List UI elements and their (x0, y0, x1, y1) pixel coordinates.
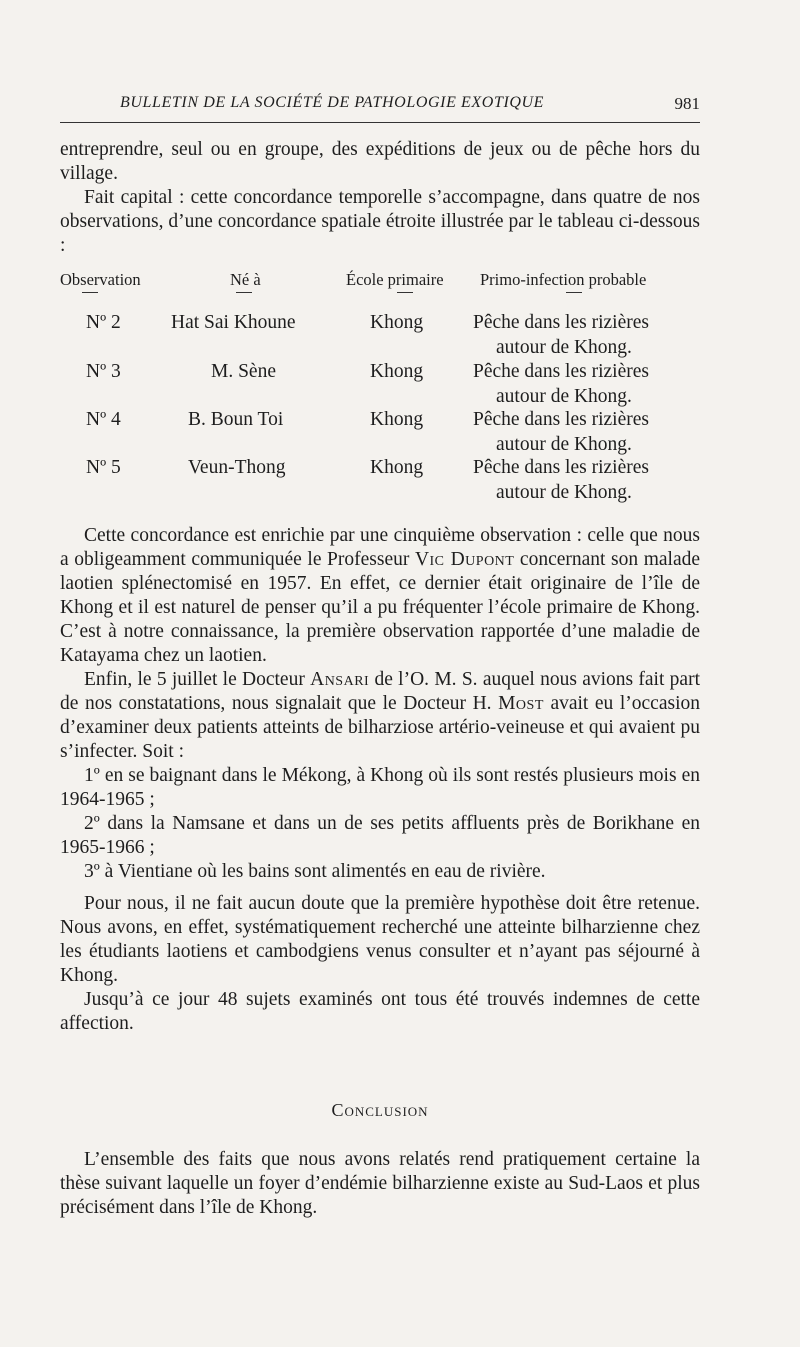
column-dash (566, 292, 582, 293)
column-dash (236, 292, 252, 293)
list-item: 2º dans la Namsane et dans un de ses petits affluents près de Borikhane en 1965-1966 ; (60, 813, 700, 858)
cell-born: Veun-Thong (188, 457, 286, 478)
cell-school: Khong (370, 312, 424, 333)
column-header-school: École primaire (346, 270, 444, 289)
cell-observation: Nº 2 (86, 312, 121, 333)
paragraph-ansari (60, 668, 700, 764)
cell-infection-cont: autour de Khong. (496, 386, 632, 407)
column-dash (82, 292, 98, 293)
author-name: Most (498, 693, 544, 714)
journal-title: BULLETIN DE LA SOCIÉTÉ DE PATHOLOGIE EXOTIQUE (120, 94, 545, 111)
cell-school: Khong (370, 409, 424, 430)
cell-born: Hat Sai Khoune (171, 312, 296, 333)
text-run: concernant son malade laotien splénectomisé en 1957. En effet, ce dernier était originaire de l’île de Khong et il est naturel de penser qu’il a pu fréquenter l’école primaire de Khong. C’est à notre connaissance, la première observation rapportée d’une maladie de Katayama chez un laotien. (60, 549, 700, 666)
cell-observation: Nº 3 (86, 361, 121, 382)
column-header-infection: Primo-infection probable (480, 270, 647, 289)
text-run: avait eu l’occasion d’examiner deux patients atteints de bilharziose artério-veineuse et qui avaient pu s’infecter. Soit : (60, 693, 700, 762)
text-run: de l’O. M. S. auquel nous avions fait part de nos constatations, nous signalait que le Docteur H. (60, 669, 700, 714)
author-name: Ansari (310, 669, 370, 690)
cell-observation: Nº 4 (86, 409, 121, 430)
cell-school: Khong (370, 457, 424, 478)
cell-infection: Pêche dans les rizières (473, 312, 649, 333)
cell-infection-cont: autour de Khong. (496, 434, 632, 455)
author-name: Vic Dupont (414, 549, 515, 570)
cell-born: B. Boun Toi (188, 409, 284, 430)
cell-infection-cont: autour de Khong. (496, 482, 632, 503)
cell-school: Khong (370, 361, 424, 382)
cell-infection: Pêche dans les rizières (473, 361, 649, 382)
list-item: 3º à Vientiane où les bains sont alimentés en eau de rivière. (84, 861, 546, 882)
column-header-born: Né à (230, 270, 261, 289)
conclusion-text (60, 1148, 700, 1220)
paragraph-48-subjects: Jusqu’à ce jour 48 sujets examinés ont tous été trouvés indemnes de cette affection. (60, 989, 700, 1034)
list-item: 1º en se baignant dans le Mékong, à Khong où ils sont restés plusieurs mois en 1964-1965 ; (60, 765, 700, 810)
column-dash (397, 292, 413, 293)
cell-infection: Pêche dans les rizières (473, 457, 649, 478)
column-header-observation: Observation (60, 270, 141, 289)
text-run: Cette concordance est enrichie par une cinquième observation : celle que nous a obligeamment communiquée le Professeur (60, 525, 700, 570)
cell-born: M. Sène (211, 361, 276, 382)
running-header (60, 92, 700, 123)
main-text (60, 524, 700, 1036)
cell-infection: Pêche dans les rizières (473, 409, 649, 430)
text-run: Enfin, le 5 juillet le Docteur (84, 669, 311, 690)
paragraph-continuation: entreprendre, seul ou en groupe, des expéditions de jeux ou de pêche hors du village. (60, 139, 700, 184)
paragraph-conclusion: L’ensemble des faits que nous avons relatés rend pratiquement certaine la thèse suivant laquelle un foyer d’endémie bilharzienne existe au Sud-Laos et plus précisément dans l’île de Khong. (60, 1149, 700, 1218)
paragraph-fait-capital: Fait capital : cette concordance temporelle s’accompagne, dans quatre de nos observations, d’une concordance spatiale étroite illustrée par le tableau ci-dessous : (60, 187, 700, 256)
section-heading-conclusion: Conclusion (331, 1100, 429, 1120)
intro-text (60, 138, 700, 258)
cell-infection-cont: autour de Khong. (496, 337, 632, 358)
paragraph-fifth-observation (60, 524, 700, 668)
paragraph-hypothesis: Pour nous, il ne fait aucun doute que la première hypothèse doit être retenue. Nous avons, en effet, systématiquement recherché une atteinte bilharzienne chez les étudiants laotiens et cambodgiens venus consulter et n’ayant pas séjourné à Khong. (60, 893, 700, 986)
cell-observation: Nº 5 (86, 457, 121, 478)
page-number: 981 (674, 94, 700, 113)
